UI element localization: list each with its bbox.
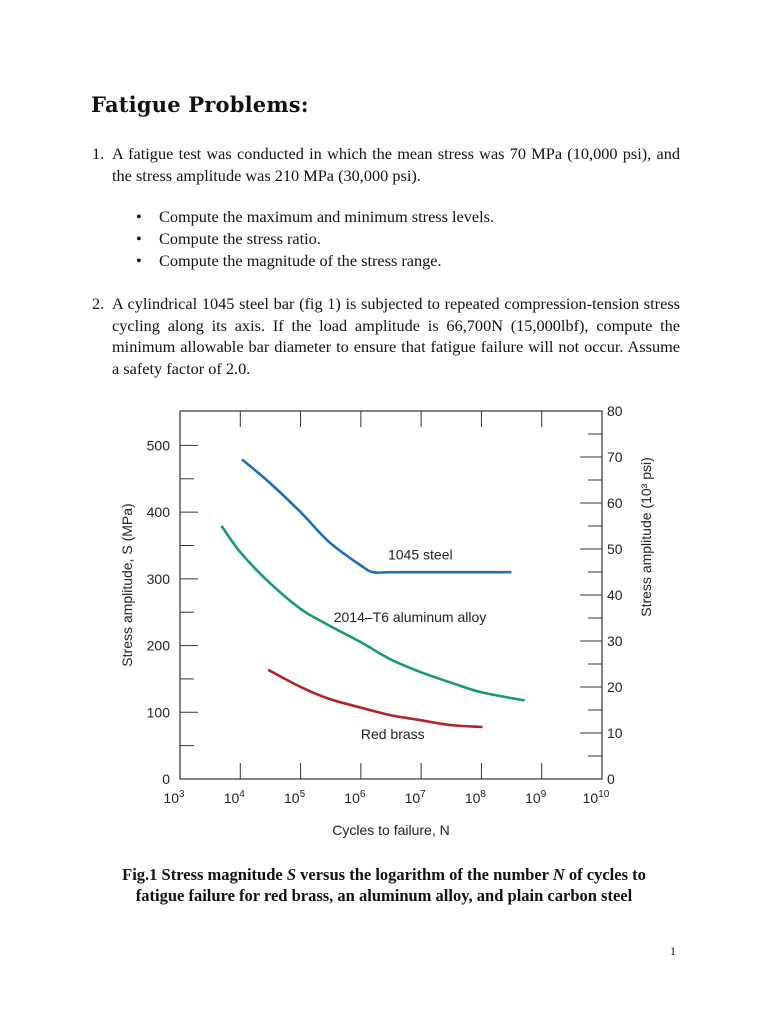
caption-text: versus the logarithm of the number (296, 865, 553, 884)
y-tick-label-left: 400 (146, 504, 170, 521)
y-tick-label-right: 80 (607, 403, 623, 419)
caption-text: of cycles to (564, 865, 646, 884)
x-tick-label: $10^3$ (163, 789, 185, 806)
figure-caption (0, 864, 768, 906)
caption-symbol-s: S (286, 865, 297, 884)
x-tick-exponent: 9 (540, 789, 547, 800)
series-1045-steel (243, 460, 510, 573)
problem-2 (92, 293, 680, 379)
x-tick-exponent: 6 (359, 789, 366, 800)
x-tick-label: $10^6$ (344, 789, 366, 806)
y-tick-label-right: 30 (607, 633, 623, 649)
x-tick-exponent: 5 (299, 789, 306, 800)
chart-frame (180, 411, 602, 779)
bullet-item: • Compute the magnitude of the stress range. (136, 250, 494, 272)
x-tick-exponent: 7 (420, 789, 426, 800)
bullet-item: • Compute the maximum and minimum stress levels. (136, 206, 494, 228)
y-tick-label-left: 0 (162, 771, 170, 787)
page-title: Fatigue Problems: (91, 92, 309, 117)
x-tick-exponent: 10 (598, 789, 610, 800)
chart-series (222, 460, 523, 727)
series-label: 2014–T6 aluminum alloy (333, 609, 487, 626)
problem-1-bullet-list (136, 206, 494, 272)
x-axis-title: Cycles to failure, N (332, 822, 450, 838)
y-tick-label-left: 100 (146, 704, 170, 721)
x-tick-label: $10^9$ (525, 789, 547, 806)
problem-2-text: A cylindrical 1045 steel bar (fig 1) is subjected to repeated compression-tension stress cycling along its axis. If the load amplitude is 66,700N (15,000lbf), compute the minimum allowable bar diameter to ensure that fatigue failure will not occur. Assume a safety factor of 2.0. (112, 294, 680, 378)
y-tick-label-right: 0 (607, 771, 615, 787)
y-tick-label-right: 40 (607, 587, 623, 603)
x-tick-label: $10^5$ (284, 789, 306, 806)
x-tick-exponent: 8 (480, 789, 486, 800)
x-tick-exponent: 3 (179, 789, 185, 800)
problem-2-number: 2. (92, 294, 105, 313)
caption-line-1 (0, 864, 768, 885)
problem-1-text: A fatigue test was conducted in which the mean stress was 70 MPa (10,000 psi), and the stress amplitude was 210 MPa (30,000 psi). (112, 144, 680, 185)
y-tick-label-right: 10 (607, 725, 623, 741)
problem-1 (92, 143, 680, 186)
y-tick-label-left: 300 (146, 570, 170, 587)
x-tick-exponent: 4 (239, 789, 245, 800)
bullet-item: • Compute the stress ratio. (136, 228, 494, 250)
caption-text: Fig.1 Stress magnitude (122, 865, 287, 884)
chart-ticks (180, 411, 602, 779)
series-label: Red brass (360, 725, 425, 742)
caption-symbol-n: N (552, 865, 565, 884)
x-tick-label: $10^8$ (464, 789, 486, 806)
x-tick-label: $10^7$ (404, 789, 426, 806)
series-label: 1045 steel (387, 546, 453, 563)
x-tick-label: $10^{10}$ (582, 789, 610, 806)
x-tick-label: $10^4$ (223, 789, 245, 806)
caption-line-2: fatigue failure for red brass, an aluminum alloy, and plain carbon steel (135, 886, 633, 905)
plot-border (180, 411, 602, 779)
y-tick-label-left: 500 (146, 437, 170, 454)
fatigue-chart (0, 395, 768, 855)
chart-labels (119, 403, 654, 838)
series-red-brass (269, 670, 481, 727)
y-tick-label-left: 200 (146, 637, 170, 654)
y-tick-label-right: 20 (607, 679, 623, 695)
y-tick-label-right: 70 (607, 449, 623, 465)
page-number: 1 (670, 944, 676, 958)
y-axis-title-left: Stress amplitude, S (MPa) (119, 503, 135, 667)
problem-1-number: 1. (92, 144, 105, 163)
y-tick-label-right: 60 (607, 495, 623, 511)
y-tick-label-right: 50 (607, 541, 623, 557)
y-axis-title-right: Stress amplitude (10³ psi) (638, 457, 654, 617)
